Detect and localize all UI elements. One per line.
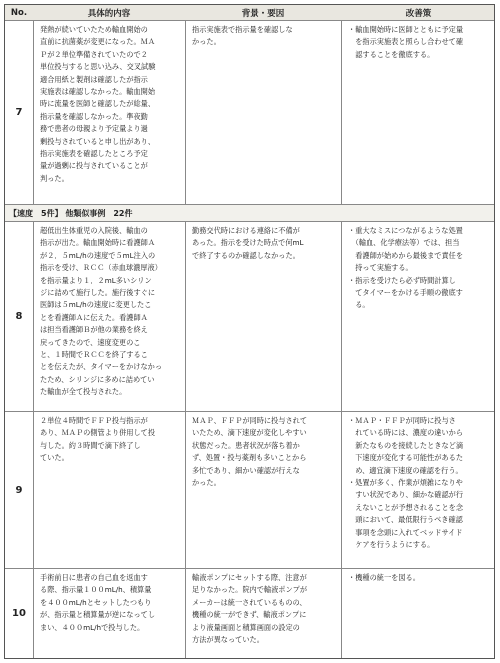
background-cell: ＭＡＰ、ＦＦＰが同時に投与されて いたため、滴下速度が変化しやすい 状態だった。患者状況が落ち着か ず、処置・投与薬剤も多いことから 多忙であり、細かい確認が行えな かった。 bbox=[192, 416, 308, 488]
row-number: 9 bbox=[15, 484, 23, 496]
header-row bbox=[5, 5, 494, 21]
table-row bbox=[5, 569, 494, 658]
measures-cell: ・輸血開始時に医師とともに予定量 を指示実施表と照らし合わせて確 認することを徹底する。 bbox=[348, 25, 464, 59]
row-number: 7 bbox=[15, 107, 23, 118]
table-row bbox=[5, 222, 494, 412]
header-background: 背景・要因 bbox=[241, 8, 285, 19]
content-cell: ２単位４時間でＦＦＰ投与指示が あり、ＭＡＰの側管より併用して投 与した。約３時間で滴下終了し ていた。 bbox=[40, 416, 156, 463]
header-content: 具体的内容 bbox=[87, 8, 131, 19]
content-cell: 手術前日に患者の自己血を返血す る際、指示量１００mL/h、積算量 を４００mL/hとセットしたつもり が、指示量と積算量が逆になってし まい、４００mL/hで投与した。 bbox=[40, 573, 156, 632]
header-no: No. bbox=[10, 7, 28, 18]
table-row bbox=[5, 21, 494, 205]
table-row bbox=[5, 412, 494, 569]
content-cell: 超低出生体重児の入院後、輸血の 指示が出た。輸血開始時に看護師Ａ が２．５mL/hの速度で５mL注入の 指示を受け、ＲＣＣ（赤血球濃厚液） を指示量より１．２mL多いシリン ジに詰めて施行した。施行後すぐに 医師は５mL/hの速度に変更したこ とを看護師Ａに伝えた。看護師Ａ は担当看護師Ｂが他の業務を終え 戻ってきたので、速度変更のこ と、１時間でＲＣＣを終了するこ とを伝えたが、タイマーをかけなかっ たため、シリンジに多めに詰めてい た輸血が全て投与された。 bbox=[40, 226, 163, 397]
measures-cell: ・重大なミスにつながるような処置 （輸血、化学療法等）では、担当 看護師が始めから最後まで責任を 持って実施する。 ・指示を受けたら必ず時間計算し てタイマーをかける手順の徹底す る。 bbox=[348, 226, 464, 310]
background-cell: 指示実施表で指示量を確認しな かった。 bbox=[192, 25, 293, 47]
background-cell: 輸液ポンプにセットする際、注意が 足りなかった。院内で輸液ポンプが メーカーは統一されているものの、 機種の統一ができず、輸液ポンプに より液量画面と積算画面の設定の 方法が異なっていた。 bbox=[192, 573, 308, 645]
incident-table bbox=[4, 4, 495, 659]
measures-cell: ・ＭＡＰ・ＦＦＰが同時に投与さ れている時には、濃度の違いから 新たなものを接続したときなど滴 下速度が変化する可能性があるた め、適宜滴下速度の確認を行う。 ・処置が多く、作業が煩雑になりや すい状況であり、細かな確認が行 えないことが予想されることを念 頭において、最低限行うべき確認 事項を念頭に入れてベッドサイド ケアを行うようにする。 bbox=[348, 416, 464, 550]
section-header: 【速度 5件】 他類似事例 22件 bbox=[5, 205, 494, 222]
background-cell: 勤務交代時における連絡に不備が あった。指示を受けた時点で何mL で終了するのか確認しなかった。 bbox=[192, 226, 304, 260]
row-number: 10 bbox=[12, 608, 26, 619]
row-number: 8 bbox=[15, 311, 23, 322]
content-cell: 発熱が続いていたため輸血開始の 直前に抗菌薬が変更になった。ＭＡ Ｐが２単位準備されていたので２ 単位投与すると思い込み、交叉試験 適合用紙と製剤は確認したが指示 実施表は確認しなかった。輸血開始 時に流量を医師と確認したが総量、 指示量を確認しなかった。準夜勤 務で患者の母親より予定量より過 剰投与されていると申し出があり、 指示実施表を確認したところ予定 量が過剰に投与されていることが 判った。 bbox=[40, 25, 156, 183]
header-measures: 改善策 bbox=[405, 8, 432, 19]
measures-cell: ・機種の統一を図る。 bbox=[348, 573, 420, 582]
